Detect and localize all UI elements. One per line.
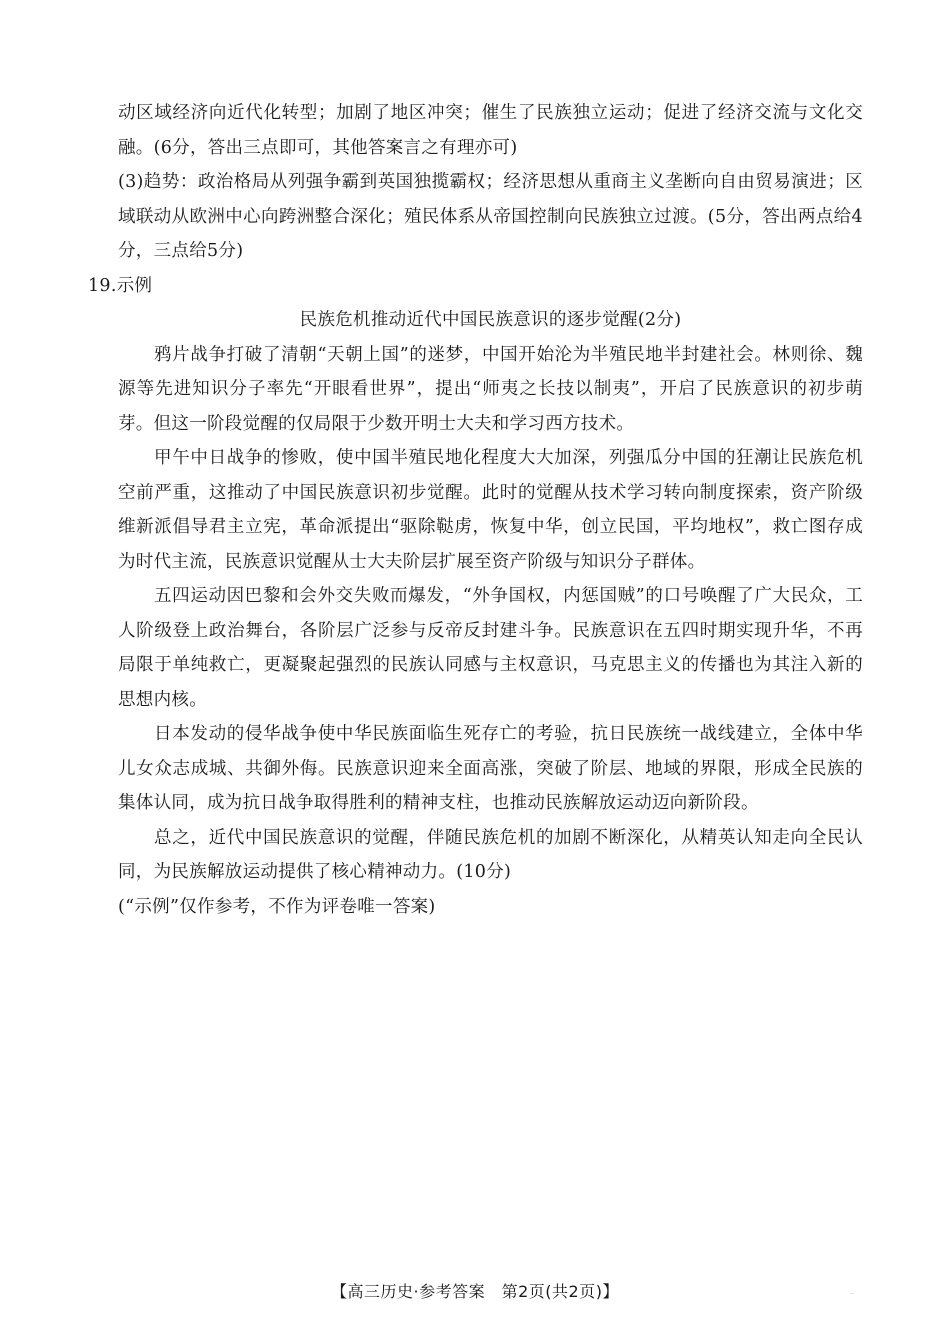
essay-title: 民族危机推动近代中国民族意识的逐步觉醒(2分) xyxy=(299,310,682,330)
reference-note: (“示例”仅作参考，不作为评卷唯一答案) xyxy=(118,896,436,917)
essay-paragraph-2: 甲午中日战争的惨败，使中国半殖民地化程度大大加深，列强瓜分中国的狂潮让民族危机空前严重，这推动了中国民族意识初步觉醒。此时的觉醒从技术学习转向制度探索，资产阶级维新派倡导君主立宪，革命派提出“驱除鞑虏，恢复中华，创立民国，平均地权”，救亡图存成为时代主流，民族意识觉醒从士大夫阶层扩展至资产阶级与知识分子群体。 xyxy=(118,448,863,572)
essay-paragraph-3: 五四运动因巴黎和会外交失败而爆发，“外争国权，内惩国贼”的口号唤醒了广大民众，工人阶级登上政治舞台，各阶层广泛参与反帝反封建斗争。民族意识在五四时期实现升华，不再局限于单纯救亡，更凝聚起强烈的民族认同感与主权意识，马克思主义的传播也为其注入新的思想内核。 xyxy=(118,586,863,710)
question-19-label: 19.示例 xyxy=(88,275,153,296)
page-footer: 【高三历史·参考答案 第2页(共2页)】 xyxy=(331,1282,619,1301)
essay-paragraph-5: 总之，近代中国民族意识的觉醒，伴随民族危机的加剧不断深化，从精英认知走向全民认同，为民族解放运动提供了核心精神动力。(10分) xyxy=(118,827,863,882)
essay-paragraph-1: 鸦片战争打破了清朝“天朝上国”的迷梦，中国开始沦为半殖民地半封建社会。林则徐、魏源等先进知识分子率先“开眼看世界”，提出“师夷之长技以制夷”，开启了民族意识的初步萌芽。但这一阶段觉醒的仅局限于少数开明士大夫和学习西方技术。 xyxy=(118,344,863,434)
answer-part2-continuation: 动区域经济向近代化转型；加剧了地区冲突；催生了民族独立运动；促进了经济交流与文化交融。(6分，答出三点即可，其他答案言之有理亦可) xyxy=(118,103,863,158)
corner-dots-mark: ·· xyxy=(850,1291,854,1298)
answer-content xyxy=(88,96,863,924)
essay-paragraph-4: 日本发动的侵华战争使中华民族面临生死存亡的考验，抗日民族统一战线建立，全体中华儿女众志成城、共御外侮。民族意识迎来全面高涨，突破了阶层、地域的界限，形成全民族的集体认同，成为抗日战争取得胜利的精神支柱，也推动民族解放运动迈向新阶段。 xyxy=(118,724,863,813)
answer-part3: (3)趋势：政治格局从列强争霸到英国独揽霸权；经济思想从重商主义垄断向自由贸易演进；区域联动从欧洲中心向跨洲整合深化；殖民体系从帝国控制向民族独立过渡。(5分，答出两点给4分，三点给5分) xyxy=(118,172,863,261)
